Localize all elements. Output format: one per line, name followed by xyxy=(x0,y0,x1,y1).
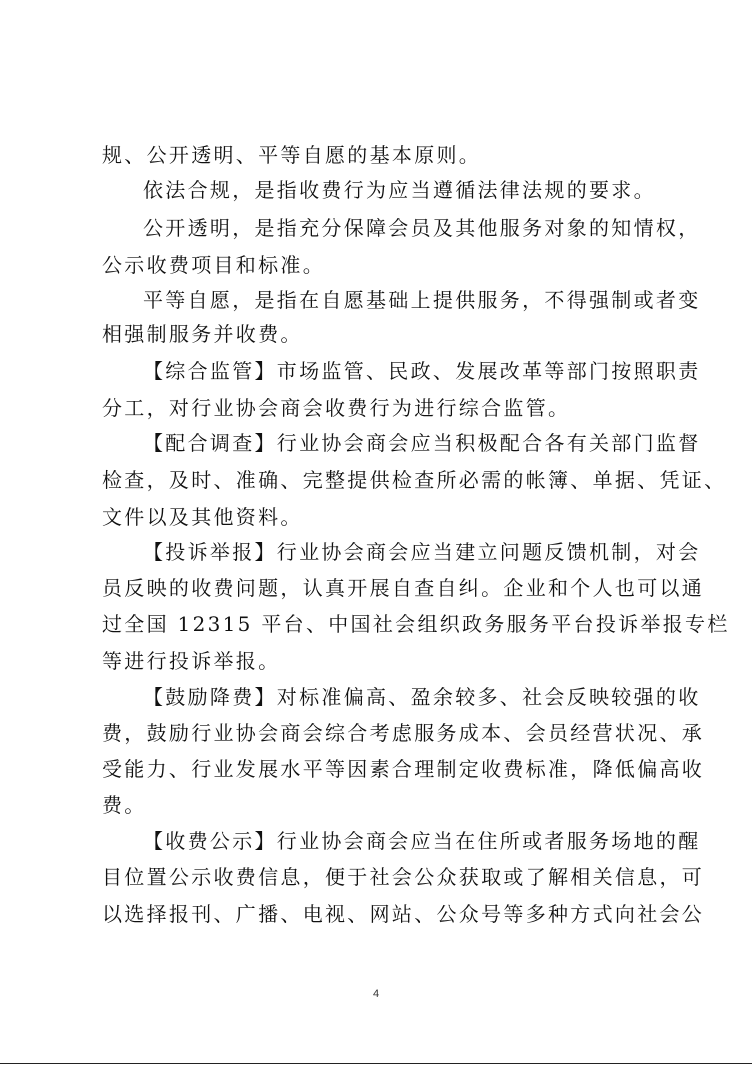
text-line: 相强制服务并收费。 xyxy=(102,322,303,346)
text-line: 检查，及时、准确、完整提供检查所必需的帐簿、单据、凭证、 xyxy=(102,468,727,492)
text-line: 等进行投诉举报。 xyxy=(102,649,281,673)
text-line: 文件以及其他资料。 xyxy=(102,505,303,529)
paragraph-line: 平等自愿，是指在自愿基础上提供服务，不得强制或者变 xyxy=(143,288,701,312)
text-line: 过全国 12315 平台、中国社会组织政务服务平台投诉举报专栏 xyxy=(102,612,730,636)
section-heading-line: 【投诉举报】行业协会商会应当建立问题反馈机制，对会 xyxy=(143,540,701,564)
text-line: 费，鼓励行业协会商会综合考虑服务成本、会员经营状况、承 xyxy=(102,721,705,745)
paragraph-line: 公开透明，是指充分保障会员及其他服务对象的知情权， xyxy=(143,216,701,240)
section-heading-line: 【鼓励降费】对标准偏高、盈余较多、社会反映较强的收 xyxy=(143,685,701,709)
paragraph-line: 依法合规，是指收费行为应当遵循法律法规的要求。 xyxy=(143,178,656,202)
text-line: 费。 xyxy=(102,793,147,817)
text-line: 分工，对行业协会商会收费行为进行综合监管。 xyxy=(102,396,571,420)
text-line: 以选择报刊、广播、电视、网站、公众号等多种方式向社会公 xyxy=(102,902,705,926)
text-line: 公示收费项目和标准。 xyxy=(102,253,325,277)
text-line: 员反映的收费问题，认真开展自查自纠。企业和个人也可以通 xyxy=(102,576,705,600)
section-heading-line: 【配合调查】行业协会商会应当积极配合各有关部门监督 xyxy=(143,431,701,455)
text-line: 目位置公示收费信息，便于社会公众获取或了解相关信息，可 xyxy=(102,865,705,889)
page-number: 4 xyxy=(372,988,380,1000)
section-heading-line: 【综合监管】市场监管、民政、发展改革等部门按照职责 xyxy=(143,359,701,383)
text-line: 规、公开透明、平等自愿的基本原则。 xyxy=(102,143,482,167)
section-heading-line: 【收费公示】行业协会商会应当在住所或者服务场地的醒 xyxy=(143,829,701,853)
page-bottom-divider xyxy=(0,1063,752,1064)
text-line: 受能力、行业发展水平等因素合理制定收费标准，降低偏高收 xyxy=(102,757,705,781)
